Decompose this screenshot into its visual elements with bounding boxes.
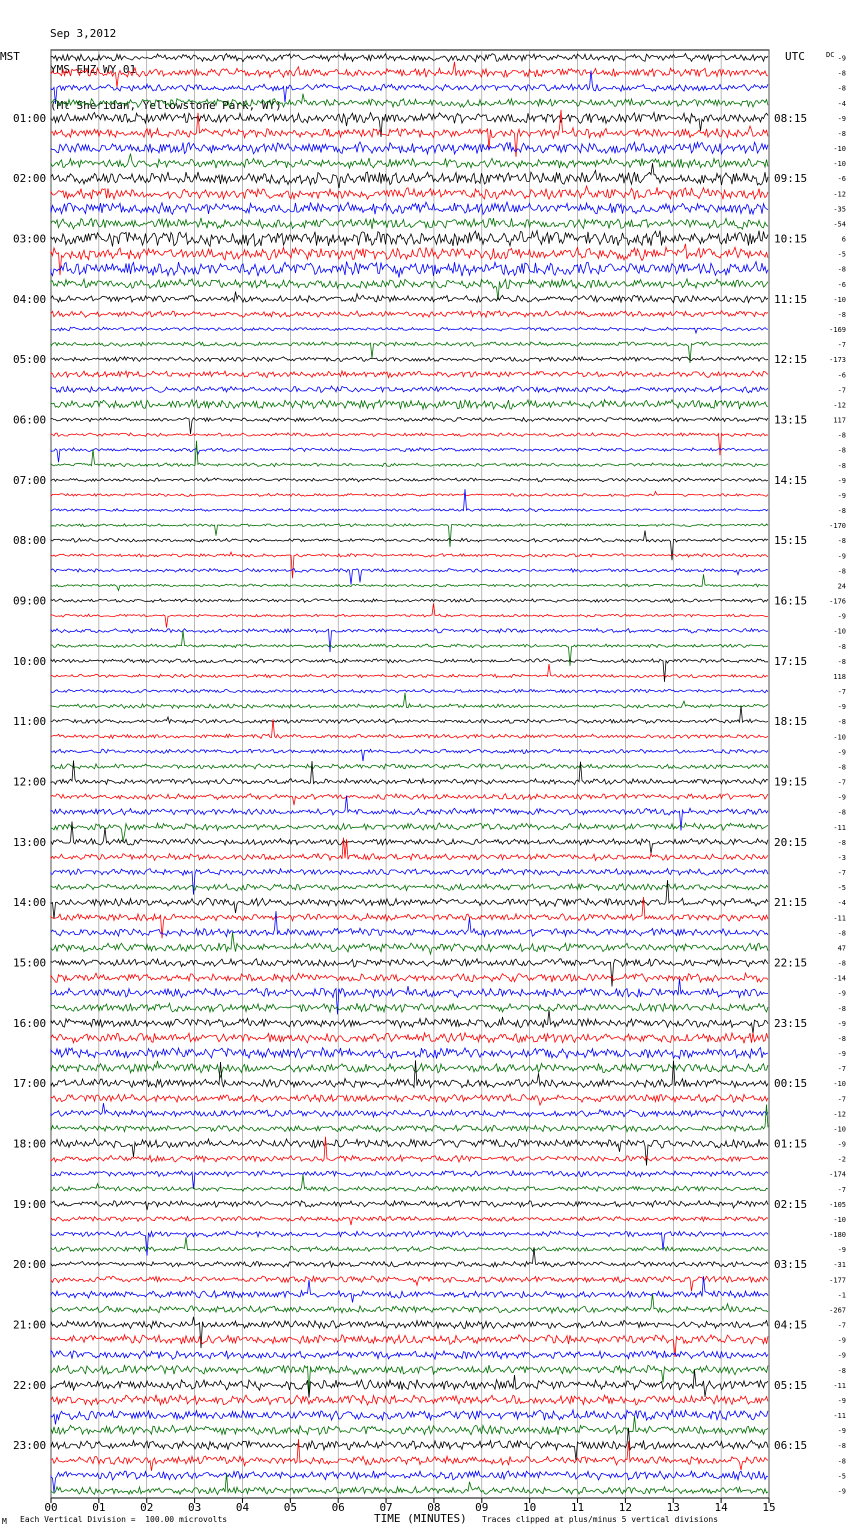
dc-offset-label: -9 (837, 1140, 846, 1149)
mst-time-label: 16:00 (13, 1016, 47, 1030)
dc-offset-label: -7 (837, 341, 846, 350)
mst-time-label: 05:00 (13, 353, 47, 367)
x-tick-label: 07 (379, 1501, 393, 1514)
dc-label: DC (826, 51, 835, 59)
trace-row-78 (51, 1231, 768, 1256)
utc-time-label: 00:15 (774, 1077, 808, 1091)
dc-offset-label: -9 (837, 612, 846, 621)
trace-row-33 (51, 552, 768, 578)
dc-offset-label: -8 (837, 567, 846, 576)
utc-time-label: 16:15 (774, 594, 808, 608)
utc-time-label: 20:15 (774, 835, 808, 849)
dc-offset-label: -8 (837, 1442, 846, 1451)
dc-offset-label: -10 (833, 160, 846, 169)
dc-offset-label: -8 (837, 1004, 846, 1013)
dc-offset-label: -8 (837, 446, 846, 455)
dc-offset-label: 118 (833, 672, 846, 681)
dc-offset-label: -8 (837, 642, 846, 651)
dc-offset-label: 117 (833, 416, 846, 425)
dc-offset-label: -9 (837, 703, 846, 712)
x-tick-label: 01 (92, 1501, 106, 1514)
trace-row-63 (51, 1003, 768, 1012)
trace-row-60 (51, 959, 768, 987)
trace-row-9 (51, 186, 768, 199)
trace-row-1 (51, 62, 768, 88)
dc-offset-label: -8 (837, 959, 846, 968)
trace-row-83 (51, 1294, 768, 1314)
utc-time-label: 02:15 (774, 1197, 808, 1211)
dc-offset-label: -9 (837, 1427, 846, 1436)
dc-offset-label: -8 (837, 763, 846, 772)
dc-offset-label: -9 (837, 491, 846, 500)
utc-label: UTC (785, 50, 805, 63)
trace-row-36 (51, 599, 768, 603)
trace-row-40 (51, 659, 768, 682)
utc-time-label: 15:15 (774, 534, 808, 548)
x-tick-label: 08 (427, 1501, 441, 1514)
utc-time-label: 18:15 (774, 715, 808, 729)
trace-row-31 (51, 524, 768, 547)
trace-row-71 (51, 1105, 768, 1132)
trace-row-64 (51, 1010, 768, 1034)
dc-offset-label: -7 (837, 1095, 846, 1104)
trace-row-76 (51, 1201, 768, 1211)
dc-offset-label: -31 (833, 1261, 846, 1270)
dc-offset-label: -9 (837, 1487, 846, 1496)
dc-offset-label: -5 (837, 250, 846, 259)
dc-offset-label: -9 (837, 1351, 846, 1360)
x-tick-label: 11 (570, 1501, 585, 1514)
mst-time-label: 01:00 (13, 111, 47, 125)
trace-row-45 (51, 719, 768, 738)
x-axis-title: TIME (MINUTES) (374, 1512, 467, 1525)
dc-offset-label: -9 (837, 552, 846, 561)
x-tick-label: 10 (523, 1501, 537, 1514)
x-tick-label: 13 (666, 1501, 680, 1514)
utc-time-label: 17:15 (774, 654, 808, 668)
utc-time-label: 23:15 (774, 1016, 808, 1030)
trace-row-26 (51, 448, 768, 462)
x-tick-label: 06 (331, 1501, 345, 1514)
dc-offset-label: -10 (833, 733, 846, 742)
dc-offset-label: -8 (837, 838, 846, 847)
x-tick-label: 03 (187, 1501, 202, 1514)
dc-offset-label: -8 (837, 507, 846, 516)
trace-row-47 (51, 764, 768, 769)
mst-time-label: 14:00 (13, 896, 47, 910)
trace-row-51 (51, 823, 768, 842)
dc-offset-label: -4 (837, 899, 846, 908)
dc-offset-label: -177 (829, 1276, 846, 1285)
utc-time-label: 04:15 (774, 1318, 808, 1332)
trace-row-38 (51, 629, 768, 653)
dc-offset-label: -8 (837, 69, 846, 78)
x-tick-label: 12 (618, 1501, 633, 1514)
dc-offset-label: -5 (837, 1472, 846, 1481)
dc-offset-label: -6 (837, 371, 846, 380)
dc-offset-label: -3 (837, 853, 846, 862)
mst-time-label: 22:00 (13, 1378, 47, 1392)
utc-time-label: 06:15 (774, 1439, 808, 1453)
mst-time-label: 21:00 (13, 1318, 47, 1332)
dc-offset-label: -170 (829, 522, 846, 531)
dc-offset-label: -10 (833, 1080, 846, 1089)
utc-time-label: 19:15 (774, 775, 808, 789)
dc-offset-label: -1 (837, 1291, 846, 1300)
trace-row-88 (51, 1370, 768, 1398)
dc-offset-label: -54 (833, 220, 846, 229)
dc-offset-label: -267 (829, 1306, 846, 1315)
x-tick-label: 14 (714, 1501, 728, 1514)
dc-offset-label: -6 (837, 280, 846, 289)
dc-offset-label: -7 (837, 688, 846, 697)
mst-time-label: 18:00 (13, 1137, 47, 1151)
dc-offset-label: -9 (837, 1336, 846, 1345)
trace-row-66 (51, 1048, 768, 1059)
dc-offset-label: -4 (837, 99, 846, 108)
trace-row-11 (51, 218, 768, 229)
utc-time-label: 12:15 (774, 353, 808, 367)
dc-offset-label: -10 (833, 1125, 846, 1134)
mst-time-label: 04:00 (13, 292, 47, 306)
trace-row-55 (51, 884, 768, 891)
dc-offset-label: -7 (837, 778, 846, 787)
trace-row-23 (51, 400, 768, 410)
utc-time-label: 10:15 (774, 232, 808, 246)
trace-row-62 (51, 979, 768, 1015)
trace-row-16 (51, 292, 768, 303)
trace-row-42 (51, 689, 768, 693)
mst-time-label: 10:00 (13, 654, 47, 668)
date-label: Sep 3,2012 (50, 27, 117, 40)
trace-row-44 (51, 706, 768, 724)
dc-offset-label: -8 (837, 84, 846, 93)
trace-row-90 (51, 1410, 768, 1425)
dc-offset-label: -9 (837, 748, 846, 757)
dc-offset-label: -8 (837, 808, 846, 817)
trace-row-49 (51, 794, 768, 805)
dc-offset-label: -8 (837, 265, 846, 274)
dc-offset-label: -14 (833, 974, 846, 983)
dc-offset-label: -9 (837, 114, 846, 123)
dc-offset-label: -12 (833, 1110, 846, 1119)
location-label: (Mt Sheridan, Yellowstone Park, WY) (50, 99, 282, 112)
dc-offset-label: -12 (833, 190, 846, 199)
utc-time-label: 14:15 (774, 473, 808, 487)
trace-row-72 (51, 1139, 768, 1166)
trace-row-80 (51, 1247, 768, 1267)
trace-row-69 (51, 1094, 768, 1105)
dc-offset-label: -12 (833, 401, 846, 410)
dc-offset-label: -10 (833, 627, 846, 636)
trace-row-30 (51, 489, 768, 511)
dc-offset-label: -5 (837, 884, 846, 893)
dc-offset-label: -7 (837, 869, 846, 878)
trace-row-67 (51, 1061, 768, 1077)
trace-row-41 (51, 664, 768, 678)
trace-row-3 (51, 94, 768, 108)
dc-offset-label: -11 (833, 1381, 846, 1390)
trace-row-92 (51, 1428, 768, 1461)
trace-row-21 (51, 371, 768, 378)
footer-mark: M (2, 1517, 7, 1526)
trace-row-91 (51, 1416, 768, 1435)
dc-offset-label: -11 (833, 1412, 846, 1421)
trace-row-75 (51, 1175, 768, 1192)
trace-row-28 (51, 478, 768, 482)
trace-row-86 (51, 1351, 768, 1360)
mst-time-label: 17:00 (13, 1077, 47, 1091)
mst-time-label: 15:00 (13, 956, 47, 970)
utc-time-label: 01:15 (774, 1137, 808, 1151)
trace-row-95 (51, 1473, 768, 1494)
utc-time-label: 03:15 (774, 1258, 808, 1272)
dc-offset-label: -8 (837, 1457, 846, 1466)
dc-offset-label: -8 (837, 461, 846, 470)
mst-time-label: 03:00 (13, 232, 47, 246)
trace-row-46 (51, 749, 768, 761)
mst-time-label: 02:00 (13, 172, 47, 186)
trace-row-59 (51, 932, 768, 954)
mst-time-label: 07:00 (13, 473, 47, 487)
dc-offset-label: -9 (837, 476, 846, 485)
trace-row-34 (51, 569, 768, 585)
dc-offset-label: -8 (837, 431, 846, 440)
trace-row-87 (51, 1365, 768, 1393)
utc-time-label: 08:15 (774, 111, 808, 125)
trace-row-79 (51, 1237, 768, 1252)
dc-offset-label: -8 (837, 718, 846, 727)
trace-row-77 (51, 1216, 768, 1225)
dc-offset-label: -169 (829, 326, 846, 335)
dc-offset-label: -173 (829, 356, 846, 365)
trace-row-24 (51, 417, 768, 434)
utc-time-label: 09:15 (774, 172, 808, 186)
station-label: YMS EHZ WY 01 (50, 63, 137, 76)
mst-time-label: 23:00 (13, 1439, 47, 1453)
x-tick-label: 04 (235, 1501, 250, 1514)
mst-time-label: 13:00 (13, 835, 47, 849)
trace-row-17 (51, 311, 768, 318)
dc-offset-label: -8 (837, 310, 846, 319)
dc-offset-label: -7 (837, 1321, 846, 1330)
dc-offset-label: -180 (829, 1231, 846, 1240)
utc-time-label: 21:15 (774, 896, 808, 910)
mst-time-label: 20:00 (13, 1258, 47, 1272)
trace-row-58 (51, 911, 768, 936)
dc-offset-label: -10 (833, 295, 846, 304)
trace-row-48 (51, 761, 768, 785)
dc-offset-label: -35 (833, 205, 846, 214)
x-tick-label: 09 (475, 1501, 489, 1514)
dc-offset-label: -8 (837, 1366, 846, 1375)
trace-row-37 (51, 604, 768, 628)
trace-row-0 (51, 54, 768, 62)
dc-offset-label: -8 (837, 129, 846, 138)
dc-offset-label: -10 (833, 1215, 846, 1224)
trace-row-35 (51, 574, 768, 590)
trace-row-18 (51, 327, 768, 333)
x-tick-label: 15 (762, 1501, 776, 1514)
dc-offset-label: -105 (829, 1200, 846, 1209)
x-tick-label: 00 (44, 1501, 58, 1514)
trace-row-84 (51, 1317, 768, 1348)
dc-offset-label: -7 (837, 386, 846, 395)
scale-note: Each Vertical Division = 100.00 microvolts (20, 1515, 228, 1524)
mst-time-label: 19:00 (13, 1197, 47, 1211)
dc-offset-label: -9 (837, 54, 846, 63)
trace-row-43 (51, 693, 768, 709)
trace-row-74 (51, 1171, 768, 1189)
dc-offset-label: -9 (837, 1396, 846, 1405)
dc-offset-label: -11 (833, 823, 846, 832)
utc-time-label: 22:15 (774, 956, 808, 970)
dc-offset-label: -8 (837, 537, 846, 546)
mst-time-label: 06:00 (13, 413, 47, 427)
dc-offset-label: -2 (837, 1155, 846, 1164)
dc-offset-label: 47 (837, 944, 846, 953)
trace-row-22 (51, 386, 768, 393)
trace-row-65 (51, 1033, 768, 1044)
dc-offset-label: -8 (837, 657, 846, 666)
dc-offset-label: 24 (837, 582, 846, 591)
trace-row-20 (51, 357, 768, 362)
dc-offset-label: -9 (837, 989, 846, 998)
mst-label: MST (0, 50, 20, 63)
dc-offset-label: -8 (837, 929, 846, 938)
trace-row-61 (51, 973, 768, 982)
trace-row-89 (51, 1395, 768, 1406)
dc-offset-label: -9 (837, 1019, 846, 1028)
dc-offset-label: -11 (833, 914, 846, 923)
utc-time-label: 05:15 (774, 1378, 808, 1392)
dc-offset-label: -10 (833, 145, 846, 154)
dc-offset-label: -6 (837, 175, 846, 184)
trace-row-25 (51, 433, 768, 456)
trace-row-54 (51, 869, 768, 895)
trace-row-14 (51, 262, 768, 278)
trace-row-2 (51, 71, 768, 105)
trace-row-7 (51, 154, 768, 169)
dc-offset-label: -7 (837, 1065, 846, 1074)
trace-row-8 (51, 163, 768, 188)
trace-row-6 (51, 142, 768, 154)
dc-offset-label: -9 (837, 793, 846, 802)
dc-offset-label: -7 (837, 1185, 846, 1194)
trace-row-27 (51, 441, 768, 467)
x-tick-label: 05 (283, 1501, 297, 1514)
mst-time-label: 11:00 (13, 715, 47, 729)
dc-offset-label: -9 (837, 1246, 846, 1255)
trace-row-73 (51, 1137, 768, 1162)
trace-row-10 (51, 202, 768, 214)
trace-row-29 (51, 492, 768, 497)
trace-row-70 (51, 1103, 768, 1117)
trace-row-12 (51, 231, 768, 247)
dc-offset-label: -176 (829, 597, 846, 606)
trace-row-81 (51, 1276, 768, 1291)
mst-time-label: 12:00 (13, 775, 47, 789)
dc-offset-label: 6 (841, 235, 846, 244)
dc-offset-label: -9 (837, 1050, 846, 1059)
clip-note: Traces clipped at plus/minus 5 vertical divisions (482, 1515, 719, 1524)
mst-time-label: 09:00 (13, 594, 47, 608)
utc-time-label: 13:15 (774, 413, 808, 427)
dc-offset-label: -174 (829, 1170, 846, 1179)
x-tick-label: 02 (140, 1501, 154, 1514)
utc-time-label: 11:15 (774, 292, 808, 306)
mst-time-label: 08:00 (13, 534, 47, 548)
dc-offset-label: -8 (837, 1034, 846, 1043)
